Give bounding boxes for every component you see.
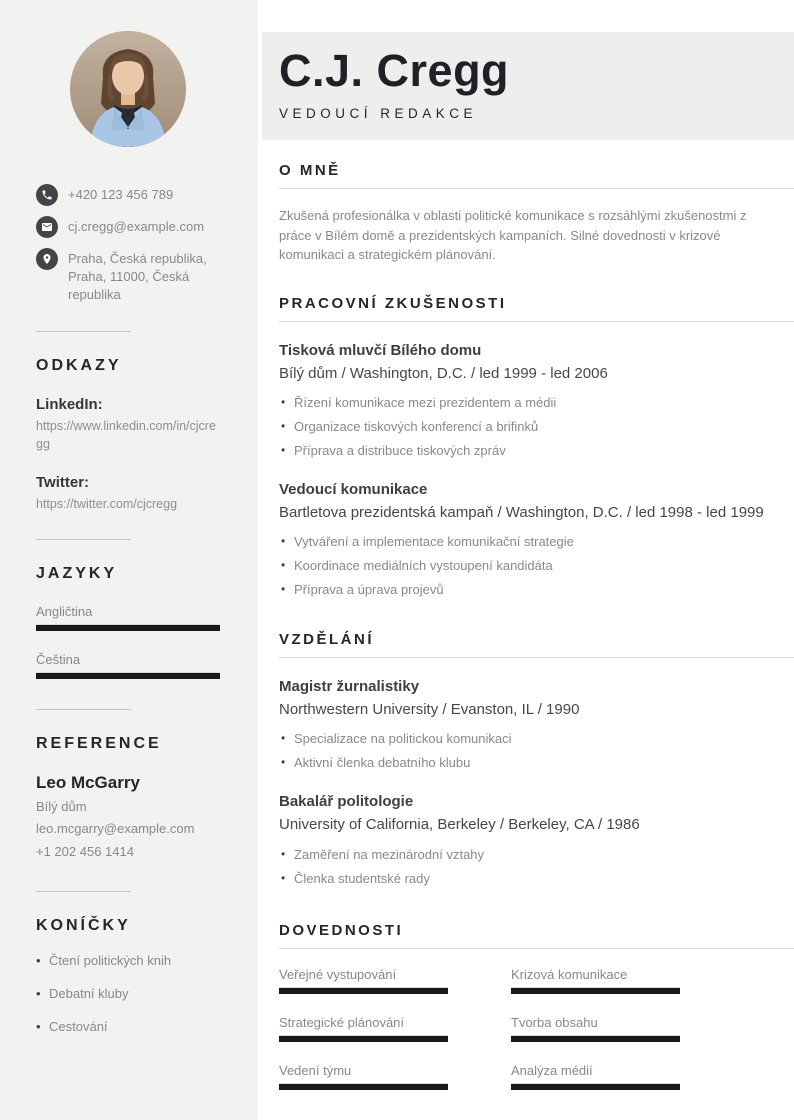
degree-meta: Northwestern University / Evanston, IL / 1990 <box>279 701 580 718</box>
twitter-label: Twitter: <box>36 473 90 491</box>
job-meta: Bartletova prezidentská kampaň / Washington, D.C. / led 1998 - led 1999 <box>279 503 764 521</box>
reference-name: Leo McGarry <box>36 772 140 792</box>
job-bullets <box>279 534 794 597</box>
degree-bullet: • Aktivní členka debatního klubu <box>279 755 794 770</box>
skill-level-track <box>279 1083 448 1090</box>
skills-section <box>279 922 794 1090</box>
skill-level-bar <box>511 988 680 994</box>
divider <box>36 331 131 332</box>
language-item <box>36 652 220 679</box>
job-bullet: • Vytváření a implementace komunikační strategie <box>279 534 794 549</box>
skill-level-track <box>511 987 680 994</box>
contact-phone-row <box>36 183 220 206</box>
job-meta: Bílý dům / Washington, D.C. / led 1999 - led 2006 <box>279 364 608 382</box>
skill-item <box>279 967 448 994</box>
job-bullet: • Řízení komunikace mezi prezidentem a médii <box>279 395 794 410</box>
degree-bullet: • Zaměření na mezinárodní vztahy <box>279 847 794 862</box>
job-bullets <box>279 395 794 458</box>
contact-address-row <box>36 247 220 305</box>
language-level-bar <box>36 625 220 631</box>
hobby-item: • Čtení politických knih <box>36 953 220 968</box>
experience-item <box>279 481 794 597</box>
education-heading: VZDĚLÁNÍ <box>279 631 374 648</box>
language-name: Čeština <box>36 651 81 667</box>
main-content <box>258 0 794 1120</box>
degree-name: Magistr žurnalistiky <box>279 678 420 695</box>
language-level-track <box>36 672 220 679</box>
phone-icon <box>36 184 58 206</box>
language-item <box>36 604 220 631</box>
hobby-item: • Cestování <box>36 1019 220 1034</box>
reference-email[interactable]: leo.mcgarry@example.com <box>36 821 195 837</box>
sidebar <box>0 0 258 1120</box>
email-address[interactable]: cj.cregg@example.com <box>68 219 205 234</box>
section-rule <box>279 948 794 949</box>
skill-level-track <box>279 987 448 994</box>
degree-bullets <box>279 847 794 886</box>
job-bullet: • Koordinace mediálních vystoupení kandidáta <box>279 558 794 573</box>
linkedin-url[interactable]: https://www.linkedin.com/in/cjcregg <box>36 418 216 451</box>
linkedin-item <box>36 396 220 453</box>
reference-phone: +1 202 456 1414 <box>36 844 134 860</box>
degree-name: Bakalář politologie <box>279 793 414 811</box>
skill-level-track <box>279 1035 448 1042</box>
languages-heading: JAZYKY <box>36 564 118 582</box>
skill-level-bar <box>279 1036 448 1042</box>
envelope-icon <box>36 216 58 238</box>
experience-item <box>279 342 794 458</box>
skill-item <box>279 1063 448 1090</box>
skill-name: Tvorba obsahu <box>511 1014 598 1030</box>
header-band <box>262 32 794 140</box>
links-section <box>36 357 220 513</box>
linkedin-label: LinkedIn: <box>36 395 103 413</box>
job-role: Tisková mluvčí Bílého domu <box>279 341 482 359</box>
skill-item <box>511 967 680 994</box>
hobby-list <box>36 953 220 1034</box>
skill-level-bar <box>279 1084 448 1090</box>
about-heading: O MNĚ <box>279 162 341 179</box>
person-name: C.J. Cregg <box>279 45 510 96</box>
job-bullet: • Organizace tiskových konferencí a brifinků <box>279 419 794 434</box>
contact-info <box>36 183 220 305</box>
skill-name: Vedení týmu <box>279 1062 352 1078</box>
hobby-item: • Debatní kluby <box>36 986 220 1001</box>
portrait-illustration <box>70 31 186 147</box>
reference-company: Bílý dům <box>36 798 87 814</box>
experience-section <box>279 295 794 598</box>
section-rule <box>279 321 794 322</box>
degree-bullet: • Členka studentské rady <box>279 871 794 886</box>
language-level-bar <box>36 673 220 679</box>
hobbies-section <box>36 917 220 1034</box>
education-item <box>279 793 794 885</box>
skills-grid <box>279 967 794 1090</box>
skill-level-track <box>511 1083 680 1090</box>
reference-section <box>36 735 220 861</box>
skill-name: Strategické plánování <box>279 1014 405 1030</box>
links-heading: ODKAZY <box>36 356 122 374</box>
avatar <box>70 31 186 147</box>
section-rule <box>279 657 794 658</box>
skill-level-bar <box>511 1036 680 1042</box>
degree-meta: University of California, Berkeley / Berkeley, CA / 1986 <box>279 816 640 834</box>
education-section <box>279 631 794 886</box>
degree-bullets <box>279 731 794 770</box>
person-job-title: VEDOUCÍ REDAKCE <box>279 106 478 121</box>
about-section <box>279 162 794 265</box>
skill-level-bar <box>279 988 448 994</box>
job-role: Vedoucí komunikace <box>279 480 428 498</box>
skill-level-track <box>511 1035 680 1042</box>
skill-level-bar <box>511 1084 680 1090</box>
education-item <box>279 678 794 770</box>
contact-email-row <box>36 215 220 238</box>
hobbies-heading: KONÍČKY <box>36 916 131 934</box>
language-name: Angličtina <box>36 603 93 619</box>
skill-name: Veřejné vystupování <box>279 966 397 982</box>
about-text: Zkušená profesionálka v oblasti politické komunikace s rozsáhlými zkušenostmi z práce v Bílém domě a prezidentských kampaních. Silné dovednosti v krizové komunikaci a strategickém plánování. <box>279 208 747 262</box>
experience-heading: PRACOVNÍ ZKUŠENOSTI <box>279 294 507 312</box>
job-bullet: • Příprava a úprava projevů <box>279 582 794 597</box>
reference-heading: REFERENCE <box>36 734 162 752</box>
skill-item <box>511 1015 680 1042</box>
skill-item <box>279 1015 448 1042</box>
job-bullet: • Příprava a distribuce tiskových zpráv <box>279 443 794 458</box>
divider <box>36 709 131 710</box>
language-level-track <box>36 624 220 631</box>
section-rule <box>279 188 794 189</box>
twitter-item <box>36 474 220 513</box>
skill-name: Analýza médií <box>511 1062 593 1078</box>
address: Praha, Česká republika, Praha, 11000, Česká republika <box>68 251 207 303</box>
skill-item <box>511 1063 680 1090</box>
degree-bullet: • Specializace na politickou komunikaci <box>279 731 794 746</box>
phone-number: +420 123 456 789 <box>68 187 174 202</box>
skill-name: Krizová komunikace <box>511 966 628 982</box>
divider <box>36 539 131 540</box>
skills-heading: DOVEDNOSTI <box>279 921 404 939</box>
languages-section <box>36 565 220 679</box>
location-pin-icon <box>36 248 58 270</box>
divider <box>36 891 131 892</box>
twitter-url[interactable]: https://twitter.com/cjcregg <box>36 496 178 511</box>
